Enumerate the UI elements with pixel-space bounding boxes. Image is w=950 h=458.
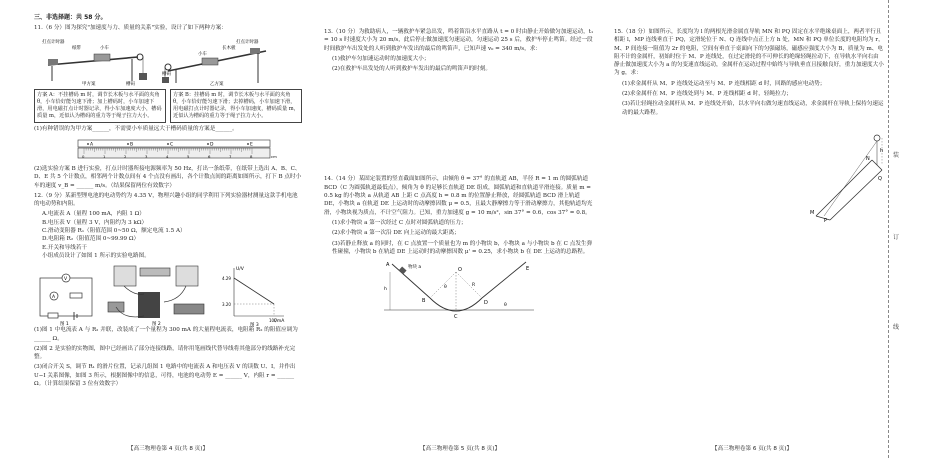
fig-label-theta-right: θ [504,303,507,309]
q12-item-d: D.电阻箱 R₂（阻值范围 0~99.99 Ω） [42,236,140,243]
ruler-tick-label: 3 [145,153,148,159]
q15-part3: (3)若让轻绳拉动金属杆从 M、P 连线处开始，以水平向右做匀速直线运动，求金属杆在导轨上保持匀速运动的最大路程。 [622,101,884,116]
rail-label-Q: Q [878,176,882,182]
fig-a-label-2: 小车 [100,45,109,51]
plan-a-box: 方案 A：不挂槽码 m 时，调节长木板与水平面的夹角 θ，小车恰好能匀速下滑；加上槽码时，小车加速下滑，用电磁打点计时器记录，得小车加速度大小，槽码质量 m，近似认为槽码的重力等于绳子拉力大小。 [34,89,166,124]
tape-point [207,143,209,145]
q12-part2: (2)图 2 是实验的实物图，图中已经画出了部分连接线路，请你用笔画线代替导线将其他部分的线路补充完整。 [34,345,296,361]
tape-point-label: E [250,142,253,148]
plan-boxes [34,89,302,124]
fig-b-label-1: 长木板 [222,45,236,51]
ruler-tick-label: 6 [208,153,211,159]
tape-point [167,143,169,145]
rail-figure [810,130,886,222]
tape-point [247,143,249,145]
tape-point-label: D [210,142,214,148]
fig-b-label-3: 槽码 [162,71,171,77]
q12-item-e: E.开关和导线若干 [42,244,88,251]
graph-y-top-tick: 4.29 [222,276,231,282]
fig-a-caption: 甲方案 [82,81,96,87]
q14-part3: (3)若静止释放 a 的同时，在 C 点放置一个质量也为 m 的小物块 b，小物块 a 与小物块 b 在 C 点发生弹性碰撞，小物块 b 在轨道 DE 上运动时的动摩擦因数 μ' = 0.25，求小物块 b 在 DE 上运动的总路程。 [332,240,593,255]
fig-label-B: B [422,298,426,305]
q13-part2: (2)在救护车出发处的人听到救护车发出的最后的鸣笛声的时刻。 [332,66,491,73]
q12-part1: (1)图 1 中电流表 A 与 R₂ 并联，改装成了一个量程为 300 mA 的大量程电流表，电阻箱 R₂ 的阻值应调为______ Ω。 [34,327,298,342]
ruler-tape-figure [74,136,277,162]
fig-a-label-1: 纸带 [72,45,81,51]
fig-label-D: D [484,300,488,307]
page2-footer: 【高三物理卷第 5 页(共 8 页)】 [419,446,501,452]
ruler-tick-label: 2 [124,153,127,159]
seal-char-1: 装 [893,152,900,159]
fig2-caption: 图 2 [152,322,161,328]
tape-point-label: A [90,142,94,148]
ruler-tick-label: 8 [250,153,253,159]
fig-b-label-2: 小车 [198,51,207,57]
ruler-tick-label: 0 [82,153,85,159]
plan-b-box: 方案 B：挂槽码 m 时，调节长木板与水平面的夹角 θ，小车恰好能匀速下滑；去掉槽码，小车加速下滑，用电磁打点计时器记录，得小车加速度，槽码质量 m，近似认为槽码的重力等于绳子拉力大小。 [170,89,302,124]
track-figure [384,258,534,322]
q13-heading: 13.（10 分）为救助病人，一辆救护车紧急出发，鸣着笛沿水平直路从 t = 0 时由静止开始做匀加速运动，t₁ = 10 s 时速度大小为 20 m/s，此后停止做加速度匀速运动，匀速运动 25 s 后，救护车停止鸣笛。经过一段时间救护车出发处的人听到救护车发出的最后的鸣笛声，已知声速 v₀ = 340 m/s，求： [324,29,594,52]
page3-footer: 【高三物理卷第 6 页(共 8 页)】 [711,446,793,452]
fig-label-C: C [454,314,458,321]
fig-a-label-3: 槽码 [126,81,135,87]
graph-y-axis-label: U/V [236,267,244,273]
graph-x-axis-label: I/mA [274,319,285,325]
fig-label-A: A [386,262,390,269]
svg-text:A: A [52,295,56,301]
tape-point [87,143,89,145]
fig-label-R: R [472,283,476,289]
rail-label-N: N [866,156,870,162]
q12-item-b: B.电压表 V（量程 3 V，内阻约为 3 kΩ） [42,219,148,226]
ruler-tick-label: cm [271,153,277,159]
fig-label-theta-left: θ [444,285,447,291]
q14-heading: 14.（14 分）某固定装置的竖直截面如图所示，由倾角 θ = 37° 的直轨道 AB，半径 R = 1 m 的圆弧轨道 BCD（C 为圆弧轨道最低点），倾角为 θ 的足够长直轨道 DE 组成，圆弧轨道和直轨道平滑连接。质量 m = 0.5 kg 的小物块 a 从轨道 AB 上距 C 点高度 h = 0.8 m 的位置静止释放，经圆弧轨道 BCD 滑上轨道 DE，小物块 a 在轨道 DE 上运动时的动摩擦因数 μ = 0.5，且最大静摩擦力等于滑动摩擦力，其他轨道均光滑，小物块视为质点，不计空气阻力。已知，重力加速度 g = 10 m/s²，sin 37° = 0.6，cos 37° = 0.8。 [324,176,593,216]
fig-label-E: E [526,266,530,273]
seal-char-3: 线 [893,324,900,331]
tape-point-label: C [170,142,174,148]
page1-footer: 【高三物理卷第 4 页(共 8 页)】 [127,446,209,452]
q15-part2: (2)求金属杆在 M、P 连线处到与 M、P 连线相距 d 时，轻绳拉力； [622,91,792,98]
q14-part1: (1)求小物块 a 第一次经过 C 点时对圆弧轨道的压力； [332,219,467,226]
q15-part1: (1)求金属杆从 M、P 连线处运动至与 M、P 连线相距 d 时，回路的感应电动势； [622,80,826,87]
fig-a-label-0: 打点计时器 [42,39,65,45]
q11-heading: 11.（6 分）图为探究"加速度与力、质量的关系"实验，设计了如下两种方案： [34,25,227,32]
q13-answer-space [324,75,594,175]
q11-part1: (1)有种错误的为甲方案______，不需要小车质量远大于槽码质量的方案是______。 [34,126,238,133]
fig-label-O: O [458,267,462,274]
q13-part1: (1)救护车匀加速运动时的加速度大小； [332,55,430,62]
page-middle-column [324,28,594,325]
rail-label-h: h [880,148,884,154]
seal-char-2: 订 [893,234,900,241]
q12-item-c: C.滑动变阻器 R₁（阻值范围 0~50 Ω，额定电流 1.5 A） [42,228,186,235]
q12-intro: 小组成员设计了如图 1 所示的实验电路图。 [42,252,150,259]
q11-part2: (2)选实验方案 B 进行实验，打点计时器所接电源频率为 50 Hz，打出一条纸带，在纸带上选出 A、B、C、D、E 共 5 个计数点，相邻两个计数点间有 4 个点没有画出，各个计数点间的距离如图所示，打下 B 点时小车的速度 v_B = ______ m/s。（结果保留两位有效数字） [34,166,302,189]
page-right-column [614,28,884,119]
tape-point [127,143,129,145]
fig-plan-b [162,35,272,87]
fig-label-block-a: 物块 a [408,265,422,271]
ui-graph [222,264,288,329]
rail-label-P: P [824,218,828,224]
binding-line [888,0,889,458]
section-title: 三、非选择题：共 58 分。 [34,14,107,21]
fig3-caption: 图 3 [250,323,259,329]
page-left-column [34,14,302,390]
fig-label-h: h [384,287,387,293]
q14-part2: (2)求小物块 a 第一次沿 DE 向上运动的最大距离； [332,230,460,237]
q15-heading: 15.（18 分）如图所示，长度均为 l 的两根光滑金属直导轨 MN 和 PQ 固定在水平绝缘桌面上，两者平行且相距 l，MP 连线垂直于 PQ，定滑轮位于 N、Q 连线中点正上方 h 处，MN 和 PQ 单位长度的电阻均为 r，M、P 间连接一阻值为 2r 的电阻，空间有垂直于桌面向下的匀强磁场，磁感应强度大小为 B，质量为 m、电阻不计的金属杆，初始时位于 M、P 连线处，在过定滑轮的不可伸长的绝缘轻绳拉动下，在导轨水平向右由静止做加速度大小为 a 的匀变速直线运动，金属杆在运动过程中始终与导轨垂直且接触良好，重力加速度大小为 g，求： [614,29,884,77]
ruler-tick-label: 1 [103,153,106,159]
graph-y-mid-tick: 3.20 [222,302,231,308]
fig-b-caption: 乙方案 [210,81,224,87]
ruler-tick-label: 5 [187,153,190,159]
q12-part3: (3)闭合开关 S，调节 R₁ 的滑片位置，记录几组图 1 电路中的电流表 A 和电压表 V 的读数 U、I，并作出 U−I 关系图像，如图 3 所示，根据图像中的信息，可得，电池的电动势 E = ______ V，内阻 r = ______ Ω。（计算结果保留 3 位有效数字） [34,364,296,388]
circuit-diagram [34,268,98,326]
fig1-caption: 图 1 [60,322,69,328]
tape-point-label: B [130,142,134,148]
rail-label-M: M [810,210,815,216]
q12-figures [34,262,302,329]
fig-plan-a [42,35,152,87]
ruler-tick-label: 7 [229,153,232,159]
svg-text:V: V [64,277,68,283]
fig-b-label-0: 打点计时器 [236,39,259,45]
q12-heading: 12.（9 分）某新型锂电池的电动势约为 4.35 V，物理兴趣小组的同学利用下列实验器材测量这款手机电池的电动势和内阻。 [34,192,298,208]
graph-x-end-tick: 100 [269,318,277,324]
q12-item-a: A.电流表 A（量程 100 mA，内阻 1 Ω） [42,211,145,218]
ruler-tick-label: 4 [166,153,169,159]
physical-wiring-figure [104,262,216,326]
q11-figures [42,35,302,87]
